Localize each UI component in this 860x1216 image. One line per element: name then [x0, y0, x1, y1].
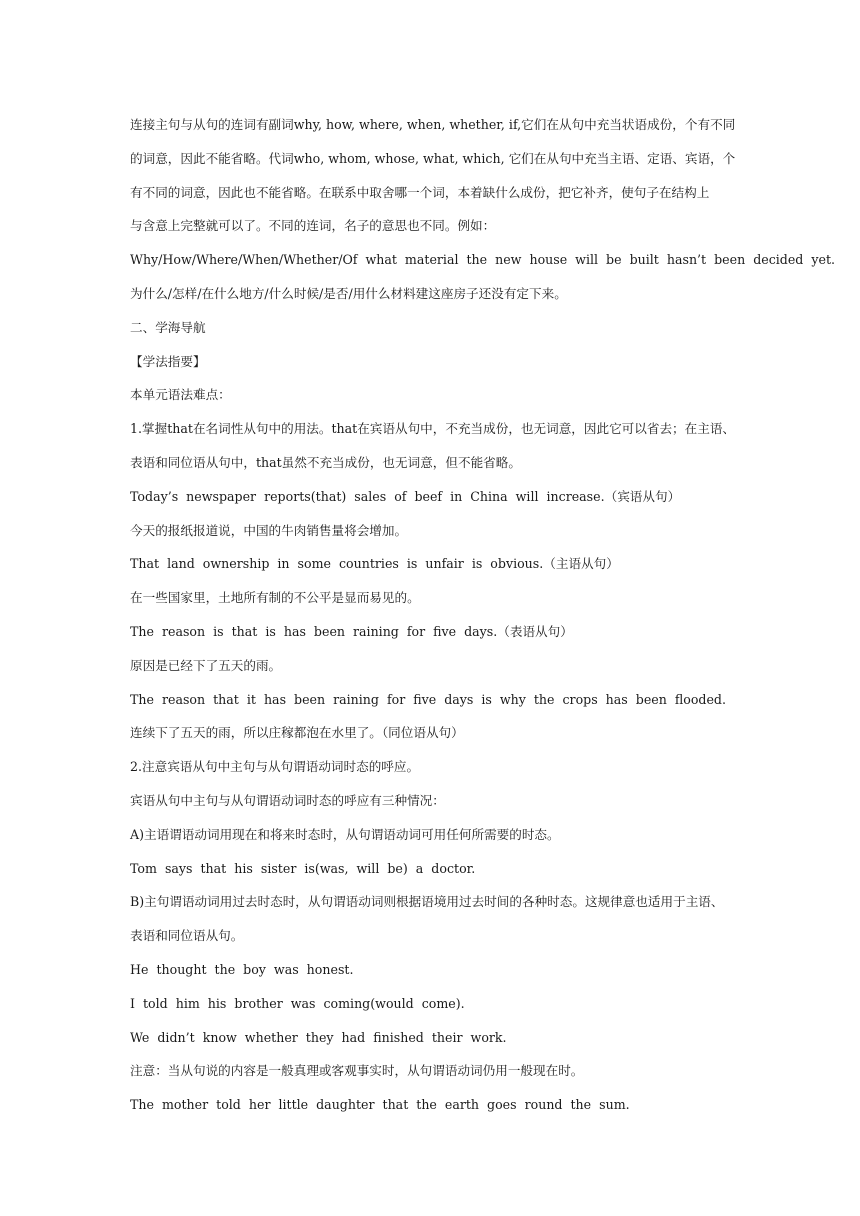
subsection-heading: 【学法指要】 — [130, 353, 206, 369]
text-line: 的词意，因此不能省略。代词who, whom, whose, what, which, 它们在从句中充当主语、定语、宾语，个 — [130, 150, 736, 166]
example-sentence: The reason is that is has been raining for five days.（表语从句） — [130, 623, 573, 639]
example-sentence: The reason that it has been raining for five days is why the crops has been flooded. — [130, 691, 726, 707]
text-line: 表语和同位语从句中，that虽然不充当成份，也无词意，但不能省略。 — [130, 454, 521, 470]
text-line: 连接主句与从句的连词有副词why, how, where, when, whether, if,它们在从句中充当状语成份，个有不同 — [130, 117, 736, 132]
example-sentence: That land ownership in some countries is unfair is obvious.（主语从句） — [130, 556, 619, 572]
example-sentence: The mother told her little daughter that the earth goes round the sum. — [130, 1097, 630, 1113]
text-line: 本单元语法难点： — [130, 387, 231, 403]
text-line: B)主句谓语动词用过去时态时，从句谓语动词则根据语境用过去时间的各种时态。这规律意也适用于主语、 — [130, 894, 724, 910]
section-heading: 二、学海导航 — [130, 319, 206, 335]
translation-line: 在一些国家里，土地所有制的不公平是显而易见的。 — [130, 590, 420, 606]
text-line: 2.注意宾语从句中主句与从句谓语动词时态的呼应。 — [130, 759, 420, 775]
text-line: 宾语从句中主句与从句谓语动词时态的呼应有三种情况： — [130, 792, 445, 808]
translation-line: 原因是已经下了五天的雨。 — [130, 657, 282, 673]
text-line: 与含意上完整就可以了。不同的连词，名子的意思也不同。例如： — [130, 218, 496, 234]
example-sentence: I told him his brother was coming(would come). — [130, 995, 465, 1011]
text-line: 表语和同位语从句。 — [130, 928, 244, 944]
translation-line: 连续下了五天的雨，所以庄稼都泡在水里了。（同位语从句） — [130, 725, 464, 741]
text-line: A)主语谓语动词用现在和将来时态时，从句谓语动词可用任何所需要的时态。 — [130, 826, 560, 842]
example-sentence: Today’s newspaper reports(that) sales of beef in China will increase.（宾语从句） — [130, 488, 681, 504]
example-sentence: He thought the boy was honest. — [130, 961, 354, 977]
text-line: Why/How/Where/When/Whether/Of what material the new house will be built hasn’t been decided yet. — [130, 252, 836, 268]
text-line: 为什么/怎样/在什么地方/什么时候/是否/用什么材料建这座房子还没有定下来。 — [130, 285, 567, 301]
text-line: 1.掌握that在名词性从句中的用法。that在宾语从句中，不充当成份，也无词意，因此它可以省去；在主语、 — [130, 421, 736, 437]
translation-line: 今天的报纸报道说，中国的牛肉销售量将会增加。 — [130, 522, 408, 538]
note-line: 注意：当从句说的内容是一般真理或客观事实时，从句谓语动词仍用一般现在时。 — [130, 1063, 584, 1079]
example-sentence: Tom says that his sister is(was, will be) a doctor. — [130, 860, 476, 876]
document-body — [130, 108, 836, 1122]
text-line: 有不同的词意，因此也不能省略。在联系中取舍哪一个词，本着缺什么成份，把它补齐，使句子在结构上 — [130, 184, 710, 200]
example-sentence: We didn’t know whether they had finished their work. — [130, 1029, 507, 1045]
